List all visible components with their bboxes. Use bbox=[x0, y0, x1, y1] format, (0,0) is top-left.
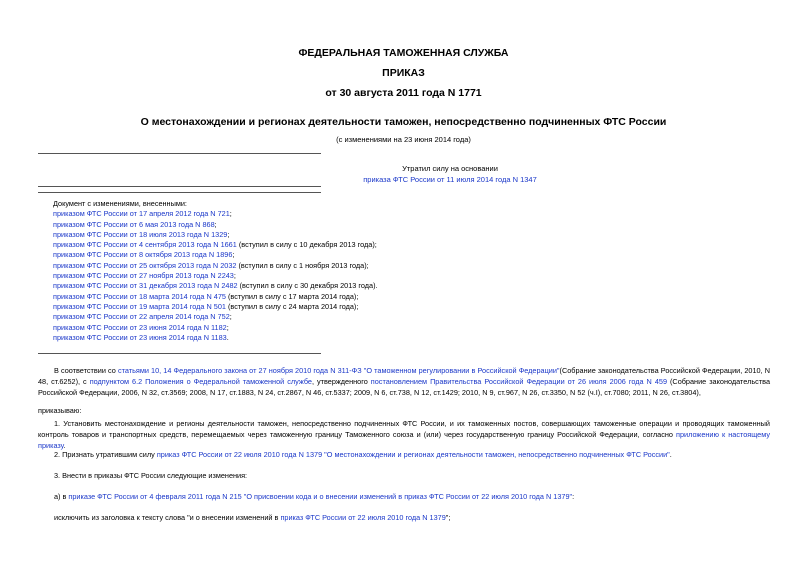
federal-law-link[interactable]: статьями 10, 14 Федерального закона от 27 ноября 2010 года N 311-ФЗ "О таможенном регулировании в Российской Федерации" bbox=[117, 366, 560, 375]
list-item: приказом ФТС России от 18 июля 2013 года N 1329; bbox=[53, 229, 230, 239]
amendments-heading: Документ с изменениями, внесенными: bbox=[53, 199, 187, 208]
list-item: приказом ФТС России от 17 апреля 2012 года N 721; bbox=[53, 209, 232, 219]
repealed-order-link[interactable]: приказ ФТС России от 22 июля 2010 года N 1379 "О местонахождении и регионах деятельности таможен, непосредственно подчиненных ФТС России" bbox=[156, 450, 670, 459]
list-item: приказом ФТС России от 8 октября 2013 года N 1896; bbox=[53, 250, 235, 260]
amendment-link[interactable]: приказом ФТС России от 25 октября 2013 года N 2032 bbox=[53, 260, 237, 270]
amendment-link[interactable]: приказом ФТС России от 17 апреля 2012 года N 721 bbox=[53, 209, 230, 219]
government-decree-link[interactable]: постановлением Правительства Российской Федерации от 26 июля 2006 года N 459 bbox=[370, 377, 667, 386]
regulation-link[interactable]: подпунктом 6.2 Положения о Федеральной таможенной службе bbox=[89, 377, 312, 386]
amendment-link[interactable]: приказом ФТС России от 27 ноября 2013 года N 2243 bbox=[53, 271, 234, 281]
amendment-link[interactable]: приказом ФТС России от 19 марта 2014 года N 501 bbox=[53, 301, 226, 311]
order-215-link[interactable]: приказе ФТС России от 4 февраля 2011 года N 215 "О присвоении кода и о внесении изменений в приказ ФТС России от 22 июля 2010 года N 1379" bbox=[68, 492, 573, 501]
amendment-link[interactable]: приказом ФТС России от 23 июня 2014 года N 1182 bbox=[53, 322, 227, 332]
list-item: приказом ФТС России от 6 мая 2013 года N 868; bbox=[53, 219, 217, 229]
preamble-paragraph: В соответствии со статьями 10, 14 Федерального закона от 27 ноября 2010 года N 311-ФЗ "О таможенном регулировании в Российской Федерации"(Собрание законодательства Российской Федерации, 2010, N 48, ст.6252), с подпунктом 6.2 Положения о Федеральной таможенной службе, утвержденного постановлением Правительства Российской Федерации от 26 июля 2006 года N 459 (Собрание законодательства Российской Федерации, 2006, N 32, ст.3569; 2008, N 17, ст.1883, N 24, ст.2867, N 46, ст.5337; 2009, N 6, ст.738, N 12, ст.1429; 2010, N 9, ст.967, N 26, ст.3350, N 52 (ч.I), ст.7080; 2011, N 26, ст.3804), bbox=[38, 366, 771, 397]
list-item: приказом ФТС России от 23 июня 2014 года N 1183. bbox=[53, 332, 229, 342]
agency-title: ФЕДЕРАЛЬНАЯ ТАМОЖЕННАЯ СЛУЖБА bbox=[298, 47, 509, 59]
list-item: приказом ФТС России от 25 октября 2013 года N 2032 (вступил в силу с 1 ноября 2013 года); bbox=[53, 260, 369, 270]
amendments-list bbox=[53, 199, 378, 343]
amendment-link[interactable]: приказом ФТС России от 4 сентября 2013 года N 1661 bbox=[53, 240, 237, 250]
doc-title: О местонахождении и регионах деятельности таможен, непосредственно подчиненных ФТС России bbox=[140, 116, 667, 128]
lost-force-text: Утратил силу на основании bbox=[402, 164, 498, 173]
paragraph-3: 3. Внести в приказы ФТС России следующие изменения: bbox=[54, 471, 248, 480]
changes-note: (с изменениями на 23 июня 2014 года) bbox=[336, 135, 471, 144]
list-item: приказом ФТС России от 23 июня 2014 года N 1182; bbox=[53, 322, 229, 332]
paragraph-3a: а) в приказе ФТС России от 4 февраля 2011 года N 215 "О присвоении кода и о внесении изменений в приказ ФТС России от 22 июля 2010 года N 1379": bbox=[54, 492, 575, 501]
amendment-link[interactable]: приказом ФТС России от 18 марта 2014 года N 475 bbox=[53, 291, 226, 301]
amendment-link[interactable]: приказом ФТС России от 18 июля 2013 года N 1329 bbox=[53, 229, 228, 239]
list-item: приказом ФТС России от 31 декабря 2013 года N 2482 (вступил в силу с 30 декабря 2013 года). bbox=[53, 281, 378, 291]
doc-type: ПРИКАЗ bbox=[382, 67, 425, 79]
divider bbox=[38, 186, 321, 187]
lost-force-link-wrap bbox=[250, 175, 650, 184]
list-item: приказом ФТС России от 22 апреля 2014 года N 752; bbox=[53, 312, 232, 322]
paragraph-3b: исключить из заголовка к тексту слова "и о внесении изменений в приказ ФТС России от 22 июля 2010 года N 1379"; bbox=[54, 513, 451, 522]
list-item: приказом ФТС России от 27 ноября 2013 года N 2243; bbox=[53, 271, 236, 281]
order-word: приказываю: bbox=[38, 406, 82, 415]
lost-force-link[interactable]: приказа ФТС России от 11 июля 2014 года N 1347 bbox=[363, 175, 537, 184]
divider bbox=[38, 153, 321, 154]
amendment-link[interactable]: приказом ФТС России от 6 мая 2013 года N 868 bbox=[53, 219, 215, 229]
appendix-link[interactable]: приложению к настоящему приказу bbox=[38, 430, 770, 450]
list-item: приказом ФТС России от 19 марта 2014 года N 501 (вступил в силу с 24 марта 2014 года); bbox=[53, 301, 359, 311]
paragraph-1: 1. Установить местонахождение и регионы деятельности таможен, непосредственно подчиненных ФТС России, и их таможенных постов, совершающих таможенные операции и проводящих таможенный контроль товаров и транспортных средств, перемещаемых через таможенную границу Таможенного союза и (или) через государственную границу Российской Федерации, согласно приложению к настоящему приказу. bbox=[38, 419, 770, 450]
amendment-link[interactable]: приказом ФТС России от 23 июня 2014 года N 1183 bbox=[53, 332, 227, 342]
divider bbox=[38, 353, 321, 354]
list-item: приказом ФТС России от 4 сентября 2013 года N 1661 (вступил в силу с 10 декабря 2013 года); bbox=[53, 240, 377, 250]
amendment-link[interactable]: приказом ФТС России от 22 апреля 2014 года N 752 bbox=[53, 312, 230, 322]
amendment-link[interactable]: приказом ФТС России от 31 декабря 2013 года N 2482 bbox=[53, 281, 238, 291]
paragraph-2: 2. Признать утратившим силу приказ ФТС России от 22 июля 2010 года N 1379 "О местонахождении и регионах деятельности таможен, непосредственно подчиненных ФТС России". bbox=[54, 450, 672, 459]
order-1379-link[interactable]: приказ ФТС России от 22 июля 2010 года N 1379 bbox=[280, 513, 446, 522]
amendment-link[interactable]: приказом ФТС России от 8 октября 2013 года N 1896 bbox=[53, 250, 233, 260]
doc-date-number: от 30 августа 2011 года N 1771 bbox=[325, 87, 482, 99]
divider bbox=[38, 192, 321, 193]
list-item: приказом ФТС России от 18 марта 2014 года N 475 (вступил в силу с 17 марта 2014 года); bbox=[53, 291, 359, 301]
